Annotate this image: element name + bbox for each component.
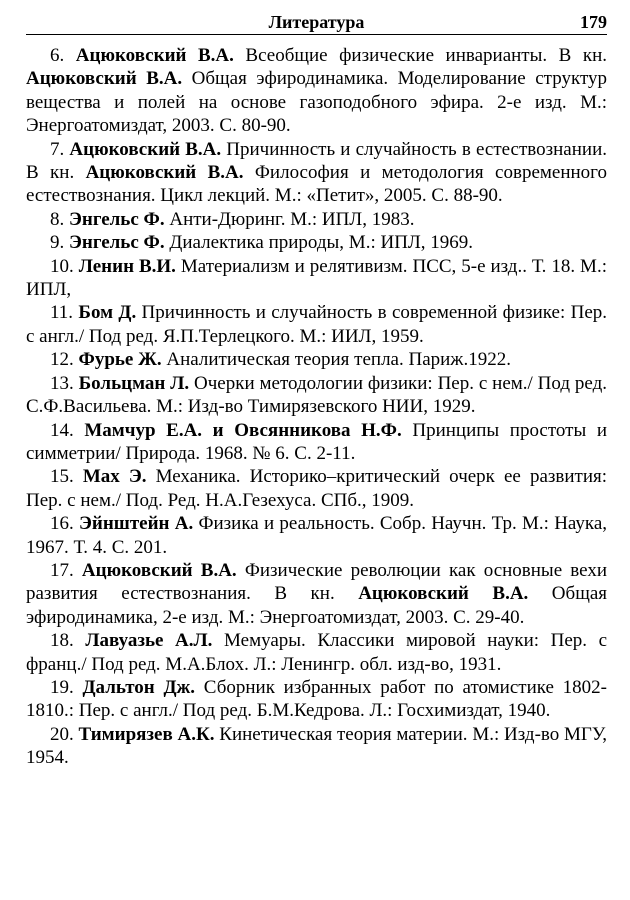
reference-number: 14. [50, 419, 74, 441]
reference-author: Энгельс Ф. [69, 208, 165, 230]
reference-text: Причинность и случайность в естествознании. В кн. [26, 138, 607, 184]
section-title: Литература [268, 12, 365, 32]
reference-item [26, 44, 607, 138]
reference-number: 9. [50, 232, 65, 254]
reference-text: Общая эфиродинамика, 2-е изд. М.: Энергоатомиздат, 2003. С. 29-40. [26, 583, 607, 628]
reference-author: Лавуазье А.Л. [85, 630, 213, 652]
reference-number: 13. [50, 372, 74, 394]
reference-text: Причинность и случайность в современной физике: Пер. с англ./ Под ред. Я.П.Терлецкого. М.: ИИЛ, 1959. [26, 302, 607, 347]
reference-item [26, 301, 607, 348]
reference-author: Мамчур Е.А. и Овсянникова Н.Ф. [84, 419, 402, 441]
reference-author: Эйнштейн А. [79, 513, 194, 535]
reference-number: 16. [50, 513, 74, 535]
reference-number: 17. [50, 559, 74, 581]
reference-item [26, 559, 607, 629]
reference-text: Философия и методология современного естествознания. Цикл лекций. М.: «Петит», 2005. С. 88-90. [26, 162, 607, 207]
reference-item [26, 629, 607, 676]
reference-item [26, 676, 607, 723]
reference-text: Очерки методологии физики: Пер. с нем./ Под ред. С.Ф.Васильева. М.: Изд-во Тимирязевского НИИ, 1929. [26, 372, 607, 418]
reference-number: 18. [50, 630, 74, 652]
reference-item [26, 231, 607, 254]
reference-text: Кинетическая теория материи. М.: Изд-во МГУ, 1954. [26, 723, 607, 769]
reference-item [26, 512, 607, 559]
reference-author: Бом Д. [78, 302, 137, 324]
reference-text: Всеобщие физические инварианты. В кн. [233, 45, 607, 66]
reference-item [26, 255, 607, 302]
reference-number: 15. [50, 466, 74, 488]
reference-number: 20. [50, 723, 74, 745]
reference-text: Аналитическая теория тепла. Париж.1922. [161, 349, 511, 371]
reference-item [26, 348, 607, 371]
reference-author: Больцман Л. [78, 372, 190, 394]
reference-item [26, 419, 607, 466]
page-number: 179 [580, 12, 607, 32]
reference-item [26, 208, 607, 231]
reference-text: Физика и реальность. Собр. Научн. Тр. М.: Наука, 1967. Т. 4. С. 201. [26, 513, 608, 558]
reference-author: Ацюковский В.А. [81, 559, 237, 581]
reference-author: Ленин В.И. [78, 255, 176, 277]
reference-text: Анти-Дюринг. М.: ИПЛ, 1983. [164, 208, 415, 230]
reference-number: 8. [50, 208, 65, 230]
reference-text: Общая эфиродинамика. Моделирование структур вещества и полей на основе газоподобного эфира. 2-е изд. М.: Энергоатомиздат, 2003. С. 80-90. [26, 68, 608, 137]
reference-author: Мах Э. [82, 466, 147, 488]
reference-text: Диалектика природы, М.: ИПЛ, 1969. [164, 232, 474, 254]
reference-item [26, 138, 607, 208]
reference-text: Сборник избранных работ по атомистике 1802-1810.: Пер. с англ./ Под ред. Б.М.Кедрова. Л.: Госхимиздат, 1940. [26, 676, 607, 722]
reference-number: 7. [50, 138, 65, 160]
reference-text: Принципы простоты и симметрии/ Природа. 1968. № 6. С. 2-11. [26, 419, 608, 464]
reference-item [26, 723, 607, 770]
reference-author: Ацюковский В.А. [75, 45, 234, 66]
reference-item [26, 465, 607, 512]
reference-number: 12. [50, 349, 74, 371]
reference-author: Энгельс Ф. [69, 232, 165, 254]
reference-text: Механика. Историко–критический очерк ее развития: Пер. с нем./ Под. Ред. Н.А.Гезехуса. СПб., 1909. [26, 466, 608, 511]
reference-text: Физические революции как основные вехи развития естествознания. В кн. [26, 559, 608, 605]
reference-item [26, 372, 607, 419]
reference-number: 11. [50, 302, 74, 324]
reference-author: Ацюковский В.А. [85, 162, 244, 184]
reference-author: Ацюковский В.А. [26, 68, 183, 90]
reference-author: Ацюковский В.А. [69, 138, 222, 160]
reference-number: 6. [50, 45, 65, 66]
reference-text: Мемуары. Классики мировой науки: Пер. с франц./ Под ред. М.А.Блох. Л.: Ленингр. обл. изд-во, 1931. [26, 630, 608, 675]
reference-number: 19. [50, 676, 74, 698]
reference-text: Материализм и релятивизм. ПСС, 5-е изд.. Т. 18. М.: ИПЛ, [26, 255, 607, 301]
reference-author: Дальтон Дж. [82, 676, 196, 698]
reference-list [26, 44, 607, 770]
reference-author: Ацюковский В.А. [358, 583, 529, 605]
reference-number: 10. [50, 255, 74, 277]
running-header [26, 10, 607, 35]
reference-author: Тимирязев А.К. [78, 723, 215, 745]
reference-author: Фурье Ж. [78, 349, 162, 371]
